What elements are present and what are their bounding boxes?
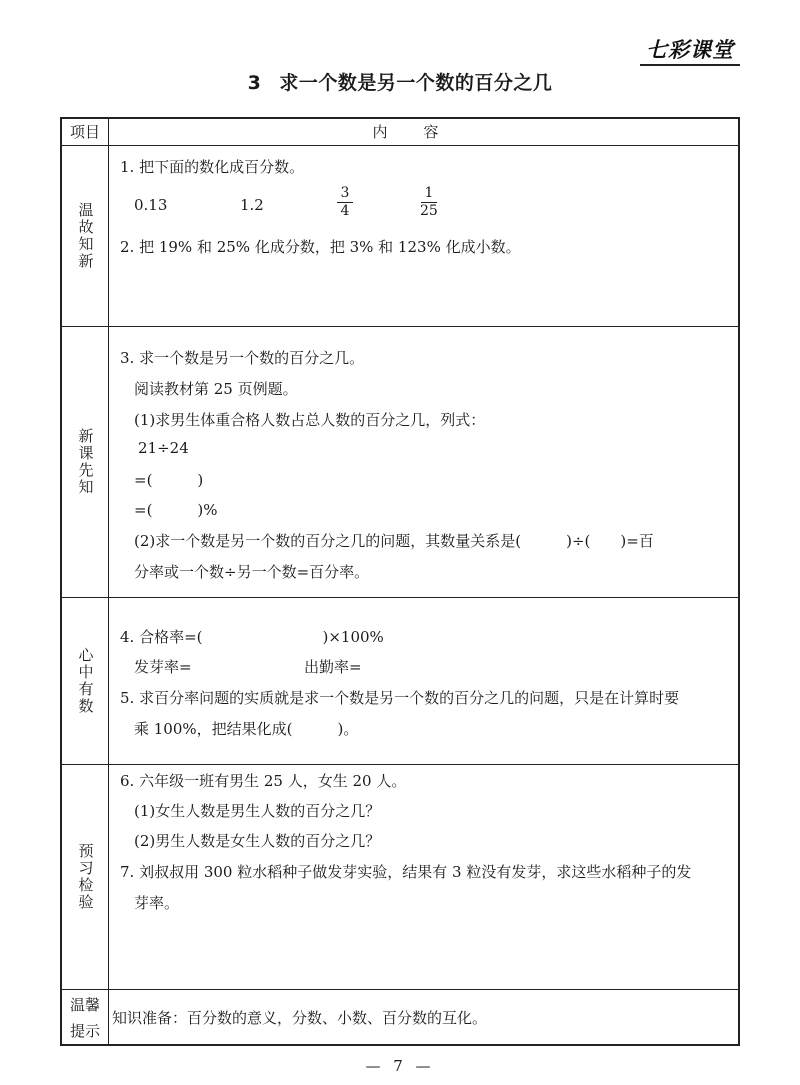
section-label-check: 预习检验	[76, 843, 95, 911]
title-number: 3	[247, 72, 262, 94]
sub-question-2: (2)求一个数是另一个数的百分之几的问题，其数量关系是( )÷( )=百	[134, 532, 654, 550]
fraction-1-25: 1 25	[420, 185, 438, 220]
row-divider	[62, 326, 738, 327]
section-label-understanding: 心中有数	[76, 647, 95, 715]
question-4: 4. 合格率=( )×100%	[120, 628, 384, 646]
germination-rate: 发芽率=	[134, 658, 192, 676]
section-label-review: 温故知新	[76, 202, 95, 270]
row-divider	[62, 764, 738, 765]
page-title	[0, 68, 800, 95]
section-label-preview: 新课先知	[76, 428, 95, 496]
tip-label-line-1: 温馨	[69, 996, 100, 1014]
worksheet-table	[60, 117, 740, 1046]
expression-line-2: =( )	[134, 471, 204, 489]
expression-line-3: =( )%	[134, 501, 218, 519]
question-6-part-2: (2)男生人数是女生人数的百分之几？	[134, 832, 381, 850]
row-divider	[62, 597, 738, 598]
page-number: — 7 —	[365, 1057, 435, 1075]
sub-question-1: (1)求男生体重合格人数占总人数的百分之几，列式：	[134, 411, 486, 429]
question-6-part-1: (1)女生人数是男生人数的百分之几？	[134, 802, 381, 820]
row-divider	[62, 145, 738, 146]
question-1: 1. 把下面的数化成百分数。	[120, 158, 305, 176]
row-divider	[62, 989, 738, 990]
fraction-3-4: 3 4	[337, 186, 353, 220]
title-text: 求一个数是另一个数的百分之几	[279, 72, 553, 94]
header-item: 项目	[69, 123, 100, 141]
brand-logo: 七彩课堂	[646, 38, 734, 62]
brand-underline	[640, 64, 740, 66]
question-2: 2. 把 19% 和 25% 化成分数，把 3% 和 123% 化成小数。	[120, 238, 521, 256]
question-5: 5. 求百分率问题的实质就是求一个数是另一个数的百分之几的问题，只是在计算时要	[120, 689, 680, 707]
question-3: 3. 求一个数是另一个数的百分之几。	[120, 349, 365, 367]
question-6: 6. 六年级一班有男生 25 人，女生 20 人。	[120, 772, 407, 790]
header-content: 内容	[372, 123, 475, 141]
question-7: 7. 刘叔叔用 300 粒水稻种子做发芽实验，结果有 3 粒没有发芽，求这些水稻种子的发	[120, 863, 692, 881]
question-5-cont: 乘 100%，把结果化成( )。	[134, 720, 359, 738]
sub-question-2-cont: 分率或一个数÷另一个数=百分率。	[134, 563, 370, 581]
question-7-cont: 芽率。	[134, 894, 180, 912]
number-1-2: 1.2	[240, 196, 264, 214]
column-divider	[108, 119, 109, 1044]
expression-line-1: 21÷24	[138, 439, 189, 457]
reading-instruction: 阅读教材第 25 页例题。	[134, 380, 298, 398]
tip-text: 知识准备：百分数的意义，分数、小数、百分数的互化。	[112, 1009, 488, 1027]
number-0-13: 0.13	[134, 196, 168, 214]
tip-label-line-2: 提示	[69, 1022, 100, 1040]
attendance-rate: 出勤率=	[304, 658, 362, 676]
